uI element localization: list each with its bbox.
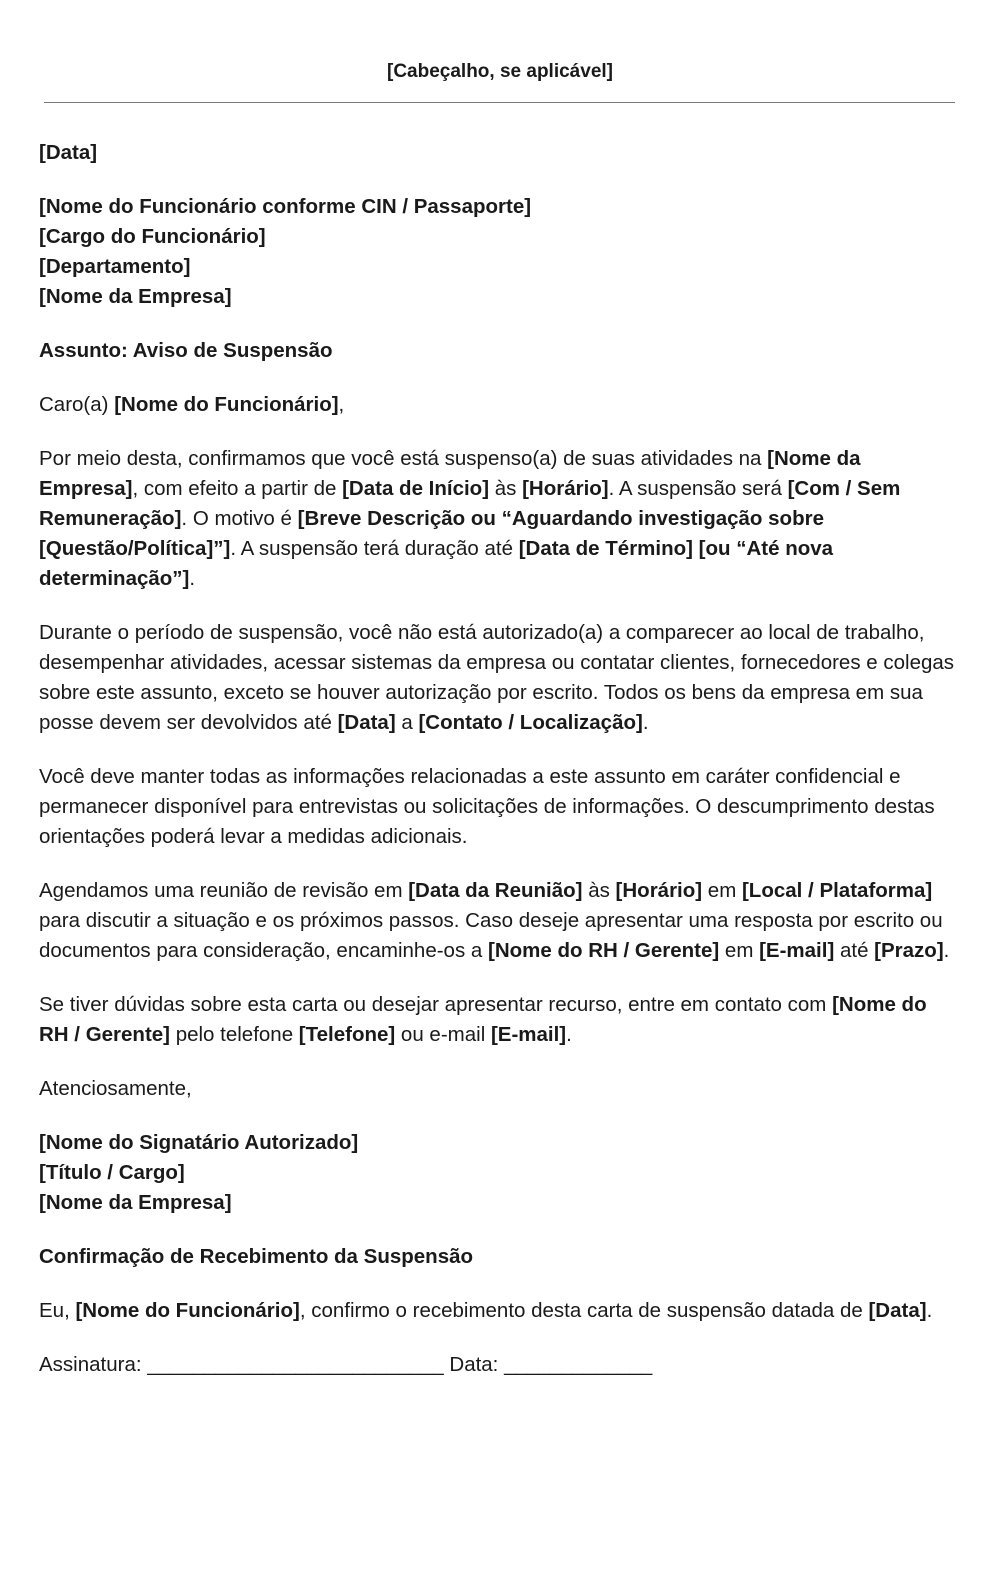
signatory-name: [Nome do Signatário Autorizado] (39, 1131, 359, 1154)
placeholder-reason: [Breve Descrição ou “Aguardando investigação sobre [Questão/Política]”] (39, 507, 824, 560)
closing: Atenciosamente, (39, 1077, 192, 1100)
subject-line: Assunto: Aviso de Suspensão (39, 339, 333, 362)
placeholder-meeting-time: [Horário] (615, 879, 703, 902)
placeholder-deadline: [Prazo] (874, 939, 944, 962)
salutation-prefix: Caro(a) (39, 393, 115, 416)
text-run: . A suspensão será (608, 477, 788, 500)
salutation-suffix: , (338, 393, 345, 416)
text-run: . O motivo é (181, 507, 298, 530)
recipient-role: [Cargo do Funcionário] (39, 225, 266, 248)
salutation (39, 390, 961, 420)
text-run: . (189, 567, 196, 590)
text-run: Eu, (39, 1299, 76, 1322)
signatory-company: [Nome da Empresa] (39, 1191, 232, 1214)
header-divider (44, 102, 955, 103)
text-run: até (834, 939, 875, 962)
text-run: , com efeito a partir de (132, 477, 343, 500)
placeholder-letter-date: [Data] (868, 1299, 927, 1322)
placeholder-end-date: [Data de Término] [ou “Até nova determinação”] (39, 537, 834, 590)
header-title: [Cabeçalho, se aplicável] (387, 61, 613, 82)
placeholder-time: [Horário] (522, 477, 609, 500)
placeholder-contact-location: [Contato / Localização] (418, 711, 643, 734)
text-run: . (566, 1023, 572, 1046)
recipient-name: [Nome do Funcionário conforme CIN / Passaporte] (39, 195, 532, 218)
paragraph-restrictions (39, 618, 961, 738)
text-run: às (489, 477, 523, 500)
placeholder-meeting-date: [Data da Reunião] (408, 879, 583, 902)
placeholder-phone: [Telefone] (298, 1023, 396, 1046)
placeholder-hr-manager: [Nome do RH / Gerente] (39, 993, 927, 1046)
placeholder-start-date: [Data de Início] (342, 477, 490, 500)
placeholder-location-platform: [Local / Plataforma] (741, 879, 933, 902)
signature-label: Assinatura: (39, 1353, 148, 1376)
placeholder-email: [E-mail] (759, 939, 835, 962)
text-run: ou e-mail (395, 1023, 491, 1046)
acknowledgement-heading: Confirmação de Recebimento da Suspensão (39, 1245, 474, 1268)
text-run: a (395, 711, 419, 734)
text-run: pelo telefone (170, 1023, 299, 1046)
letter-body (39, 138, 961, 1404)
text-run: , confirmo o recebimento desta carta de suspensão datada de (299, 1299, 869, 1322)
date-line: [Data] (39, 141, 98, 164)
text-run: Você deve manter todas as informações relacionadas a este assunto em caráter confidencial e permanecer disponível para entrevistas ou solicitações de informações. O descumprimento destas orientações poderá levar a medidas adicionais. (39, 765, 935, 848)
text-run: para discutir a situação e os próximos passos. Caso deseje apresentar uma resposta por escrito ou documentos para consideração, encaminhe-os a (39, 909, 943, 962)
text-run: Se tiver dúvidas sobre esta carta ou desejar apresentar recurso, entre em contato com (39, 993, 833, 1016)
text-run: . A suspensão terá duração até (230, 537, 519, 560)
text-run: às (582, 879, 616, 902)
date-blank: _____________ (504, 1353, 653, 1376)
placeholder-employee-name: [Nome do Funcionário] (75, 1299, 300, 1322)
paragraph-suspension-notice (39, 444, 961, 594)
paragraph-review-meeting (39, 876, 961, 966)
text-run: Por meio desta, confirmamos que você está suspenso(a) de suas atividades na (39, 447, 768, 470)
text-run: . (943, 939, 950, 962)
placeholder-return-date: [Data] (337, 711, 396, 734)
date-label: Data: (443, 1353, 505, 1376)
text-run: em (702, 879, 742, 902)
recipient-block (39, 192, 961, 312)
text-run: . (642, 711, 649, 734)
acknowledgement-text (39, 1296, 961, 1326)
placeholder-hr-manager: [Nome do RH / Gerente] (488, 939, 720, 962)
text-run: Agendamos uma reunião de revisão em (39, 879, 409, 902)
text-run: . (926, 1299, 933, 1322)
salutation-name: [Nome do Funcionário] (114, 393, 339, 416)
signatory-title: [Título / Cargo] (39, 1161, 185, 1184)
text-run: em (719, 939, 760, 962)
signature-blank: __________________________ (147, 1353, 444, 1376)
signatory-block (39, 1128, 961, 1218)
signature-line (39, 1350, 961, 1380)
paragraph-questions (39, 990, 961, 1050)
placeholder-email: [E-mail] (490, 1023, 567, 1046)
placeholder-company: [Nome da Empresa] (39, 447, 861, 500)
recipient-company: [Nome da Empresa] (39, 285, 232, 308)
placeholder-remuneration: [Com / Sem Remuneração] (39, 477, 901, 530)
text-run: Durante o período de suspensão, você não está autorizado(a) a comparecer ao local de trabalho, desempenhar atividades, acessar sistemas da empresa ou contatar clientes, fornecedores e colegas sobre este assunto, exceto se houver autorização por escrito. Todos os bens da empresa em sua posse devem ser devolvidos até (39, 621, 955, 734)
paragraph-confidentiality (39, 762, 961, 852)
recipient-department: [Departamento] (39, 255, 191, 278)
